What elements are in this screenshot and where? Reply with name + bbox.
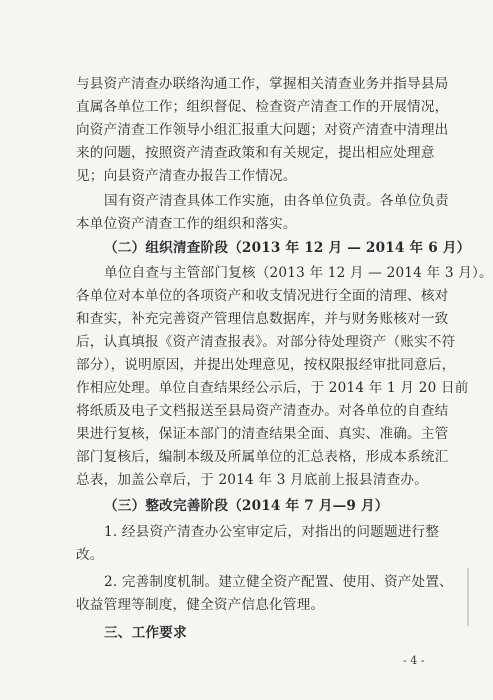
text-line: 和查实，补充完善资产管理信息数据库，并与财务账核对一致 — [76, 311, 449, 327]
text-line: 总表，加盖公章后，于 2014 年 3 月底前上报县清查办。 — [76, 472, 428, 488]
text-line: 与县资产清查办联络沟通工作，掌握相关清查业务并指导县局 — [76, 76, 449, 92]
text-line: 部分），说明原因，并提出处理意见，按权限报经审批同意后， — [76, 357, 456, 373]
text-line: 将纸质及电子文档报送至县局资产清查办。对各单位的自查结 — [76, 403, 449, 419]
text-line: 见；向县资产清查办报告工作情况。 — [76, 168, 297, 184]
text-line: 后，认真填报《资产清查报表》。对部分待处理资产（账实不符 — [76, 334, 456, 350]
text-line: 向资产清查工作领导小组汇报重大问题；对资产清查中清理出 — [76, 122, 449, 138]
text-line: 收益管理等制度，健全资产信息化管理。 — [76, 597, 325, 613]
section-heading: （二）组织清查阶段（2013 年 12 月 — 2014 年 6 月） — [104, 240, 471, 256]
text-line: 作相应处理。单位自查结果经公示后，于 2014 年 1 月 20 日前 — [76, 380, 469, 396]
text-line: 1. 经县资产清查办公室审定后，对指出的问题题进行整 — [104, 524, 440, 540]
section-heading: 三、工作要求 — [104, 625, 187, 641]
text-line: 改。 — [76, 547, 104, 563]
text-line: 国有资产清查具体工作实施，由各单位负责。各单位负责 — [104, 193, 449, 209]
page-number: - 4 - — [403, 654, 425, 667]
text-line: 部门复核后，编制本级及所属单位的汇总表格，形成本系统汇 — [76, 449, 449, 465]
text-line: 本单位资产清查工作的组织和落实。 — [76, 216, 297, 232]
text-line: 直属各单位工作；组织督促、检查资产清查工作的开展情况， — [76, 99, 449, 115]
section-heading: （三）整改完善阶段（2014 年 7 月—9 月） — [104, 498, 389, 514]
text-line: 2. 完善制度机制。建立健全资产配置、使用、资产处置、 — [104, 574, 453, 590]
binding-mark — [467, 568, 469, 626]
text-line: 来的问题，按照资产清查政策和有关规定，提出相应处理意 — [76, 145, 435, 161]
text-line: 单位自查与主管部门复核（2013 年 12 月 — 2014 年 3 月）。 — [104, 265, 493, 281]
text-line: 果进行复核，保证本部门的清查结果全面、真实、准确。主管 — [76, 426, 449, 442]
text-line: 各单位对本单位的各项资产和收支情况进行全面的清理、核对 — [76, 288, 449, 304]
